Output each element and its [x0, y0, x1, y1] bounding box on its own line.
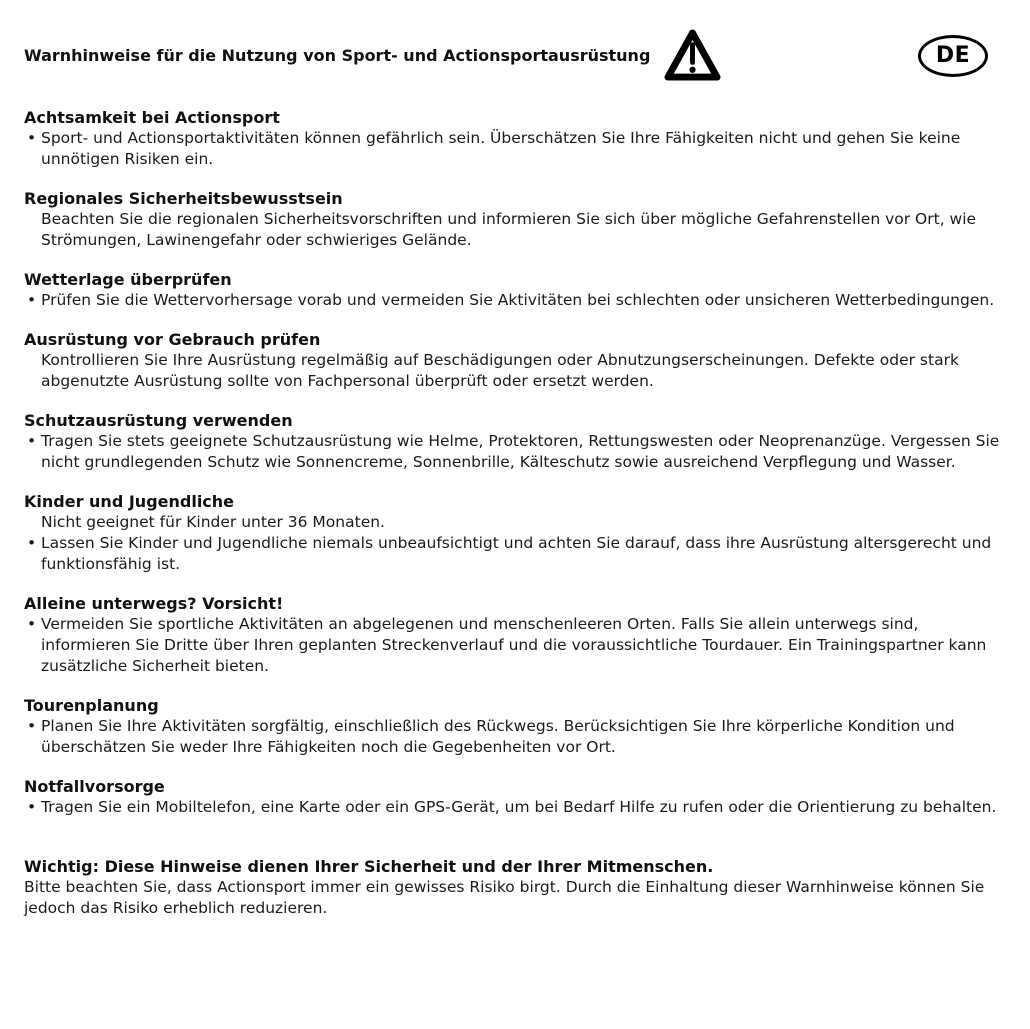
warning-section: [24, 329, 1005, 392]
section-items: [24, 209, 1005, 251]
warning-section: [24, 776, 1005, 818]
page-title: Warnhinweise für die Nutzung von Sport- und Actionsportausrüstung: [24, 46, 651, 65]
section-heading: Achtsamkeit bei Actionsport: [24, 108, 280, 127]
warning-section: [24, 695, 1005, 758]
sections-container: [24, 107, 1005, 818]
bullet-icon: •: [27, 717, 37, 735]
footer-important-line: Wichtig: Diese Hinweise dienen Ihrer Sicherheit und der Ihrer Mitmenschen.: [24, 857, 714, 876]
section-item: [24, 290, 1005, 311]
warning-section: [24, 107, 1005, 170]
item-text: Vermeiden Sie sportliche Aktivitäten an abgelegenen und menschenleeren Orten. Falls Sie allein unterwegs sind, informieren Sie Dritte über Ihren geplanten Streckenverlauf und die voraussichtliche Tourdauer. Ein Trainingspartner kann zusätzliche Sicherheit bieten.: [41, 615, 987, 675]
section-item: [24, 209, 1005, 251]
bullet-icon: •: [27, 615, 37, 633]
document-header: [24, 27, 1005, 84]
warning-section: [24, 593, 1005, 677]
section-items: [24, 716, 1005, 758]
section-items: [24, 512, 1005, 575]
warning-section: [24, 410, 1005, 473]
bullet-icon: •: [27, 291, 37, 309]
item-text: Beachten Sie die regionalen Sicherheitsvorschriften und informieren Sie sich über mögliche Gefahrenstellen vor Ort, wie Strömungen, Lawinengefahr oder schwieriges Gelände.: [41, 210, 977, 249]
section-heading: Schutzausrüstung verwenden: [24, 411, 293, 430]
item-text: Kontrollieren Sie Ihre Ausrüstung regelmäßig auf Beschädigungen oder Abnutzungserscheinungen. Defekte oder stark abgenutzte Ausrüstung sollte von Fachpersonal überprüft oder ersetzt werden.: [41, 351, 959, 390]
section-item: [24, 716, 1005, 758]
item-text: Lassen Sie Kinder und Jugendliche niemals unbeaufsichtigt und achten Sie darauf, dass ihre Ausrüstung altersgerecht und funktionsfähig ist.: [41, 534, 992, 573]
item-text: Prüfen Sie die Wettervorhersage vorab und vermeiden Sie Aktivitäten bei schlechten oder unsicheren Wetterbedingungen.: [41, 291, 995, 309]
item-text: Planen Sie Ihre Aktivitäten sorgfältig, einschließlich des Rückwegs. Berücksichtigen Sie Ihre körperliche Kondition und überschätzen Sie weder Ihre Fähigkeiten noch die Gegebenheiten vor Ort.: [41, 717, 955, 756]
item-text: Tragen Sie ein Mobiltelefon, eine Karte oder ein GPS-Gerät, um bei Bedarf Hilfe zu rufen oder die Orientierung zu behalten.: [41, 798, 997, 816]
warning-triangle-icon: [663, 27, 722, 84]
section-item: [24, 533, 1005, 575]
section-heading: Kinder und Jugendliche: [24, 492, 235, 511]
section-item: [24, 128, 1005, 170]
footer-note: Bitte beachten Sie, dass Actionsport immer ein gewisses Risiko birgt. Durch die Einhaltung dieser Warnhinweise können Sie jedoch das Risiko erheblich reduzieren.: [24, 878, 985, 917]
section-items: [24, 797, 1005, 818]
section-heading: Notfallvorsorge: [24, 777, 165, 796]
warning-section: [24, 269, 1005, 311]
bullet-icon: •: [27, 534, 37, 552]
section-items: [24, 128, 1005, 170]
language-badge: DE: [918, 35, 988, 77]
warning-section: [24, 491, 1005, 575]
section-item: [24, 614, 1005, 677]
document-footer: [24, 856, 1005, 919]
section-heading: Ausrüstung vor Gebrauch prüfen: [24, 330, 321, 349]
item-text: Tragen Sie stets geeignete Schutzausrüstung wie Helme, Protektoren, Rettungswesten oder Neoprenanzüge. Vergessen Sie nicht grundlegenden Schutz wie Sonnencreme, Sonnenbrille, Kälteschutz sowie ausreichend Verpflegung und Wasser.: [41, 432, 1000, 471]
section-item: [24, 512, 1005, 533]
section-items: [24, 290, 1005, 311]
item-text: Sport- und Actionsportaktivitäten können gefährlich sein. Überschätzen Sie Ihre Fähigkeiten nicht und gehen Sie keine unnötigen Risiken ein.: [41, 129, 961, 168]
section-heading: Alleine unterwegs? Vorsicht!: [24, 594, 284, 613]
item-text: Nicht geeignet für Kinder unter 36 Monaten.: [41, 513, 385, 531]
section-heading: Regionales Sicherheitsbewusstsein: [24, 189, 343, 208]
section-items: [24, 614, 1005, 677]
section-heading: Tourenplanung: [24, 696, 159, 715]
section-items: [24, 431, 1005, 473]
warning-section: [24, 188, 1005, 251]
section-heading: Wetterlage überprüfen: [24, 270, 232, 289]
section-item: [24, 431, 1005, 473]
bullet-icon: •: [27, 129, 37, 147]
bullet-icon: •: [27, 798, 37, 816]
section-item: [24, 350, 1005, 392]
section-items: [24, 350, 1005, 392]
bullet-icon: •: [27, 432, 37, 450]
section-item: [24, 797, 1005, 818]
